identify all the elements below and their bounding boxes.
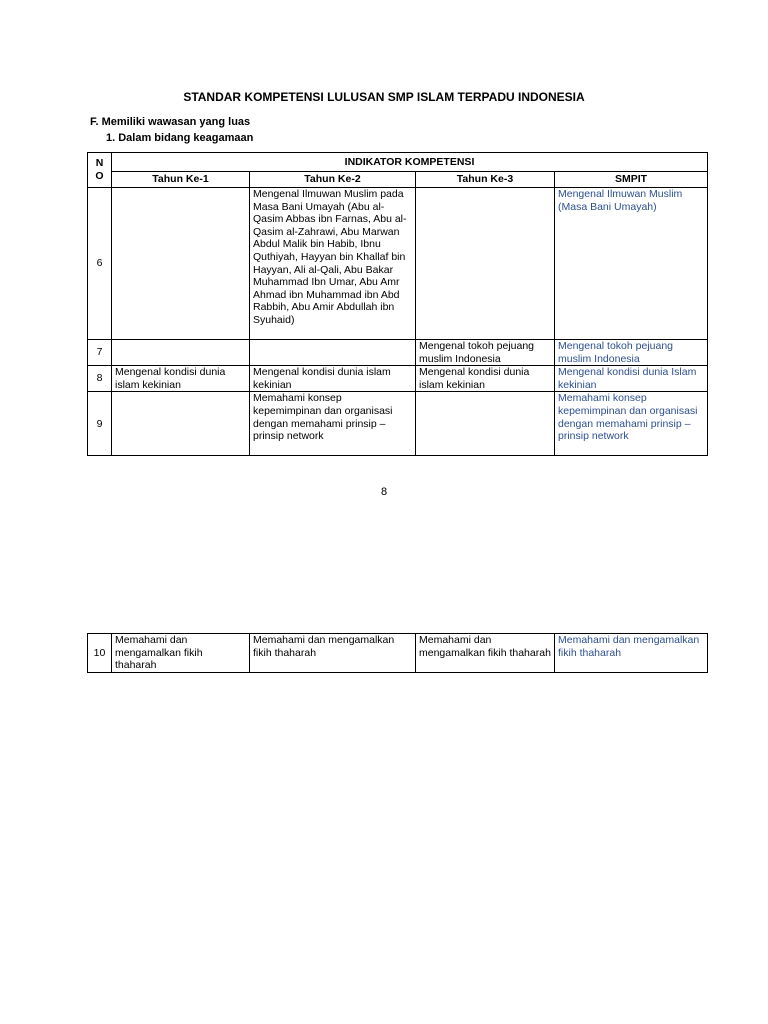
cell-tahun-1: Memahami dan mengamalkan fikih thaharah [112, 634, 250, 673]
page-number: 8 [380, 486, 388, 498]
table-row [88, 366, 708, 392]
cell-tahun-2: Memahami dan mengamalkan fikih thaharah [250, 634, 416, 673]
col-header-tahun-2: Tahun Ke-2 [250, 172, 416, 188]
competency-table [87, 152, 708, 456]
cell-smpit: Mengenal kondisi dunia Islam kekinian [555, 366, 708, 392]
cell-tahun-3 [416, 392, 555, 456]
cell-smpit: Memahami konsep kepemimpinan dan organisasi dengan memahami prinsip – prinsip network [555, 392, 708, 456]
cell-tahun-3 [416, 188, 555, 340]
cell-tahun-3: Mengenal tokoh pejuang muslim Indonesia [416, 340, 555, 366]
row-number: 6 [88, 188, 112, 340]
col-header-smpit: SMPIT [555, 172, 708, 188]
col-header-tahun-1: Tahun Ke-1 [112, 172, 250, 188]
no-header: N O [88, 153, 112, 188]
section-heading-f: F. Memiliki wawasan yang luas [90, 116, 251, 128]
row-number: 7 [88, 340, 112, 366]
document-title: STANDAR KOMPETENSI LULUSAN SMP ISLAM TERPADU INDONESIA [183, 90, 585, 104]
cell-tahun-3: Mengenal kondisi dunia islam kekinian [416, 366, 555, 392]
table-row [88, 340, 708, 366]
cell-tahun-3: Memahami dan mengamalkan fikih thaharah [416, 634, 555, 673]
table-row [88, 188, 708, 340]
table-header-row [88, 153, 708, 172]
col-header-tahun-3: Tahun Ke-3 [416, 172, 555, 188]
table-row [88, 392, 708, 456]
cell-tahun-2: Mengenal Ilmuwan Muslim pada Masa Bani Umayah (Abu al-Qasim Abbas ibn Farnas, Abu al-Qasim al-Zahrawi, Abu Marwan Abdul Malik bin Habib, Ibnu Quthiyah, Hayyan bin Khallaf bin Hayyan, Ali al-Qali, Abu Bakar Muhammad Ibn Umar, Abu Amr Ahmad ibn Muhammad ibn Abd Rabbih, Abu Amir Abdullah ibn Syuhaid) [250, 188, 416, 340]
row-number: 9 [88, 392, 112, 456]
cell-tahun-1: Mengenal kondisi dunia islam kekinian [112, 366, 250, 392]
row-number: 10 [88, 634, 112, 673]
table-row [88, 634, 708, 673]
cell-tahun-1 [112, 392, 250, 456]
cell-smpit: Memahami dan mengamalkan fikih thaharah [555, 634, 708, 673]
subsection-heading-1: 1. Dalam bidang keagamaan [106, 132, 254, 144]
cell-tahun-2: Memahami konsep kepemimpinan dan organisasi dengan memahami prinsip – prinsip network [250, 392, 416, 456]
indikator-header: INDIKATOR KOMPETENSI [112, 153, 708, 172]
cell-tahun-2: Mengenal kondisi dunia islam kekinian [250, 366, 416, 392]
cell-tahun-2 [250, 340, 416, 366]
cell-tahun-1 [112, 340, 250, 366]
cell-smpit: Mengenal tokoh pejuang muslim Indonesia [555, 340, 708, 366]
row-number: 8 [88, 366, 112, 392]
cell-smpit: Mengenal Ilmuwan Muslim (Masa Bani Umayah) [555, 188, 708, 340]
competency-table-continued [87, 633, 708, 673]
cell-tahun-1 [112, 188, 250, 340]
column-header-row [88, 172, 708, 188]
